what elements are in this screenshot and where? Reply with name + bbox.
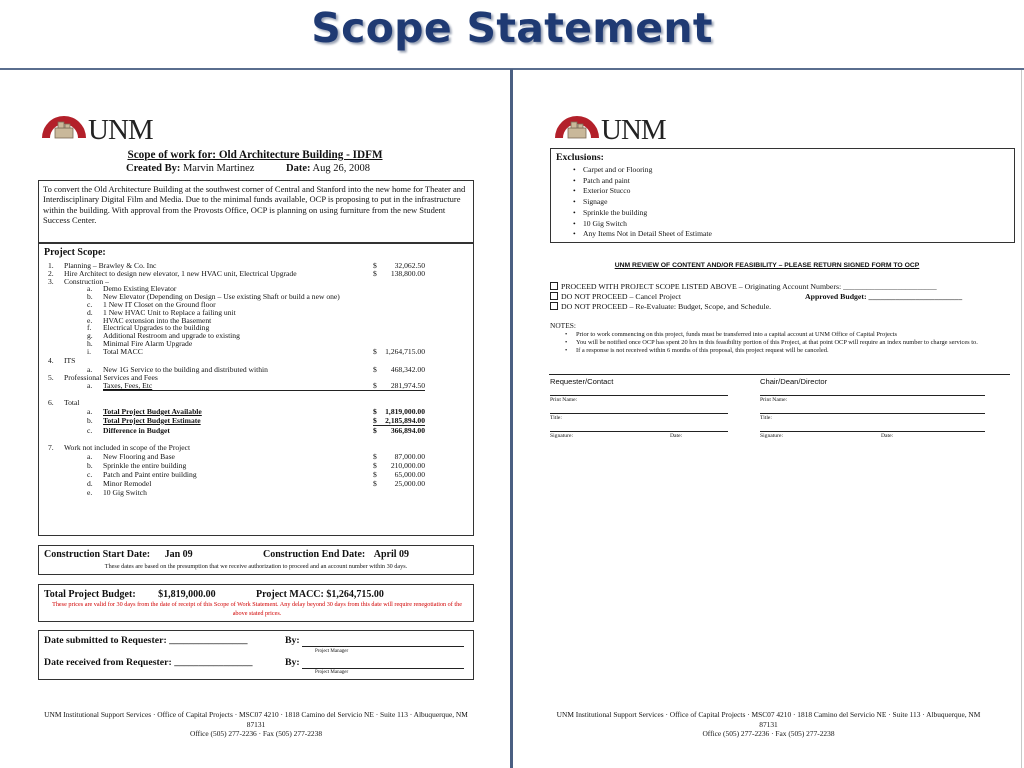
scope-item-number: a. (87, 452, 93, 461)
scope-item-text: Total Project Budget Estimate (103, 416, 201, 425)
note-item: • You will be notified once OCP has spent 20 hrs in this feasibility portion of this Project, at that point OCP will require an index number to charge services to. (561, 339, 981, 347)
scope-item-amount: $ 1,264,715.00 (373, 347, 425, 356)
scope-item-amount: $ 366,894.00 (373, 426, 425, 435)
review-page (513, 70, 1021, 768)
notes-list (561, 331, 981, 356)
scope-item-number: c. (87, 426, 93, 435)
scope-item-text: Demo Existing Elevator (103, 284, 177, 293)
requester-heading: Requester/Contact (550, 377, 614, 386)
scope-item-text: 10 Gig Switch (103, 488, 147, 497)
created-by: Created By: Marvin Martinez (126, 163, 255, 174)
scope-item-number: h. (87, 339, 93, 348)
project-scope-box (38, 242, 474, 536)
exclusion-item: • Signage (571, 197, 712, 208)
chair-date: Date: (881, 433, 894, 439)
scope-title: Scope of work for: Old Architecture Building - IDFM (127, 149, 383, 161)
scope-date-value: Aug 26, 2008 (312, 163, 371, 174)
scope-item-number: f. (87, 323, 92, 332)
exclusion-item: • Exterior Stucco (571, 186, 712, 197)
right-footer: UNM Institutional Support Services · Office of Capital Projects · MSC07 4210 · 1818 Camino del Servicio NE · Suite 113 · Albuquerque, NM 87131 Office (505) 277-2236 · Fax (505) 277-2238 (556, 710, 981, 738)
construction-dates-note: These dates are based on the presumption that we receive authorization to proceed and an account number within 30 days. (104, 563, 408, 570)
scope-item-text: New Flooring and Base (103, 452, 175, 461)
scope-of-work-page (0, 70, 510, 768)
scope-item-amount: $ 25,000.00 (373, 479, 425, 488)
exclusion-item: • Carpet and or Flooring (571, 165, 712, 176)
scope-item-number: 1. (48, 261, 54, 270)
construction-end-value: April 09 (373, 549, 410, 560)
scope-item-number: c. (87, 470, 93, 479)
unm-logo (38, 106, 178, 146)
scope-item-amount: $ 281,974.50 (373, 381, 425, 390)
scope-item-text: New 1G Service to the building and distributed within (103, 365, 268, 374)
scope-item-number: d. (87, 308, 93, 317)
exclusions-list (571, 165, 712, 240)
notes-heading: NOTES: (550, 321, 576, 330)
exclusion-item: • Sprinkle the building (571, 208, 712, 219)
received-pm-label: Project Manager (315, 670, 349, 675)
chair-heading: Chair/Dean/Director (760, 377, 828, 386)
received-by-label: By: (285, 657, 300, 668)
scope-date: Date: Aug 26, 2008 (286, 163, 371, 174)
scope-item-text: Patch and Paint entire building (103, 470, 197, 479)
scope-item-amount: $ 468,342.00 (373, 365, 425, 374)
scope-item-text: Difference in Budget (103, 426, 170, 435)
scope-item-text: Taxes, Fees, Etc (103, 381, 153, 390)
cancel-project-checkbox[interactable] (550, 292, 558, 300)
total-budget-value: $1,819,000.00 (158, 589, 216, 600)
scope-item-number: 6. (48, 398, 54, 407)
construction-start-label: Construction Start Date: (44, 549, 151, 560)
exclusions-box (550, 148, 1015, 243)
unm-logo-mark (38, 106, 178, 146)
scope-item-number: a. (87, 381, 93, 390)
slide-title: Scope Statement (311, 4, 713, 52)
scope-item-text: 1 New HVAC Unit to Replace a failing unit (103, 308, 236, 317)
scope-item-amount: $ 138,800.00 (373, 269, 425, 278)
project-scope-heading: Project Scope: (44, 247, 106, 258)
unm-logo-right-text: UNM (601, 114, 666, 146)
scope-item-text: Total Project Budget Available (103, 407, 202, 416)
page-edge (1021, 70, 1022, 768)
scope-item-number: c. (87, 300, 93, 309)
chair-title: Title: (760, 415, 772, 421)
scope-item-number: b. (87, 416, 93, 425)
unm-logo-right-mark (551, 106, 691, 146)
project-description: To convert the Old Architecture Building at the southwest corner of Central and Stanford into the new home for Theater and Interdisciplinary Digital Film and Media. Due to the minimal funds available, OCP is proposing to put in the infrastructure within the building. With approval from the Provosts Office, OCP is planning on using furniture from the new Student Success Center. (38, 180, 474, 244)
left-footer: UNM Institutional Support Services · Office of Capital Projects · MSC07 4210 · 1818 Camino del Servicio NE · Suite 113 · Albuquerque, NM 87131 Office (505) 277-2236 · Fax (505) 277-2238 (44, 710, 468, 738)
scope-item-text: HVAC extension into the Basement (103, 316, 212, 325)
requester-title: Title: (550, 415, 562, 421)
scope-item-number: g. (87, 331, 93, 340)
scope-item-number: e. (87, 316, 93, 325)
created-by-value: Marvin Martinez (182, 163, 255, 174)
date-received: Date received from Requester: ________________ (44, 657, 253, 668)
scope-item-text: Hire Architect to design new elevator, 1 new HVAC unit, Electrical Upgrade (64, 269, 297, 278)
scope-item-text: Electrical Upgrades to the building (103, 323, 210, 332)
chair-signature: Signature: (760, 433, 783, 439)
exclusion-item: • 10 Gig Switch (571, 219, 712, 230)
scope-item-amount: $ 1,819,000.00 (373, 407, 425, 416)
submitted-by-label: By: (285, 635, 300, 646)
scope-item-number: i. (87, 347, 92, 356)
scope-item-number: 2. (48, 269, 54, 278)
scope-item-number: 4. (48, 356, 54, 365)
scope-item-text: Total (64, 398, 80, 407)
chair-print-name: Print Name: (760, 397, 788, 403)
construction-dates-box (38, 545, 474, 575)
scope-item-text: Total MACC (103, 347, 143, 356)
scope-item-text: Sprinkle the entire building (103, 461, 187, 470)
construction-end-label: Construction End Date: (263, 549, 366, 560)
scope-item-number: a. (87, 365, 93, 374)
requester-signature: Signature: (550, 433, 573, 439)
scope-item-text: Work not included in scope of the Project (64, 443, 191, 452)
scope-item-text: Additional Restroom and upgrade to existing (103, 331, 240, 340)
scope-item-text: Construction – (64, 277, 109, 286)
scope-item-number: b. (87, 461, 93, 470)
unm-logo-right (551, 106, 691, 146)
project-macc: Project MACC: $1,264,715.00 (256, 589, 384, 600)
scope-item-number: a. (87, 407, 93, 416)
exclusions-heading: Exclusions: (556, 152, 604, 163)
reevaluate-checkbox[interactable] (550, 302, 558, 310)
scope-item-amount: $ 210,000.00 (373, 461, 425, 470)
proceed-option: PROCEED WITH PROJECT SCOPE LISTED ABOVE – Originating Account Numbers: ________________________ (561, 282, 937, 291)
scope-item-text: Minor Remodel (103, 479, 152, 488)
scope-item-number: a. (87, 284, 93, 293)
scope-item-amount: $ 65,000.00 (373, 470, 425, 479)
scope-item-number: 7. (48, 443, 54, 452)
scope-item-amount: $ 32,062.50 (373, 261, 425, 270)
scope-item-text: Professional Services and Fees (64, 373, 158, 382)
cancel-project-option: DO NOT PROCEED – Cancel Project (561, 292, 682, 301)
note-item: • If a response is not received within 6 months of this proposal, this project request will be canceled. (561, 347, 981, 355)
construction-start-value: Jan 09 (164, 549, 193, 560)
scope-item-text: New Elevator (Depending on Design – Use existing Shaft or build a new one) (103, 292, 340, 301)
scope-item-amount: $ 2,185,894.00 (373, 416, 425, 425)
budget-box (38, 584, 474, 622)
approved-budget: Approved Budget: ________________________ (805, 292, 963, 301)
scope-item-number: b. (87, 292, 93, 301)
exclusion-item: • Patch and paint (571, 176, 712, 187)
total-budget-label: Total Project Budget: (44, 589, 136, 600)
date-submitted: Date submitted to Requester: ________________ (44, 635, 248, 646)
scope-item-text: Planning – Brawley & Co. Inc (64, 261, 157, 270)
requester-date: Date: (670, 433, 683, 439)
scope-item-number: 3. (48, 277, 54, 286)
scope-item-text: 1 New IT Closet on the Ground floor (103, 300, 216, 309)
review-heading: UNM REVIEW OF CONTENT AND/OR FEASIBILITY – PLEASE RETURN SIGNED FORM TO OCP (614, 262, 920, 269)
scope-item-number: e. (87, 488, 93, 497)
scope-item-text: ITS (64, 356, 76, 365)
scope-item-text: Minimal Fire Alarm Upgrade (103, 339, 193, 348)
scope-item-number: d. (87, 479, 93, 488)
exclusion-item: • Any Items Not in Detail Sheet of Estimate (571, 229, 712, 240)
scope-item-number: 5. (48, 373, 54, 382)
proceed-checkbox[interactable] (550, 282, 558, 290)
reevaluate-option: DO NOT PROCEED – Re-Evaluate: Budget, Scope, and Schedule. (561, 302, 772, 311)
submitted-pm-label: Project Manager (315, 649, 349, 654)
requester-dates-box (38, 630, 474, 680)
price-validity-note: These prices are valid for 30 days from the date of receipt of this Scope of Work Statement. Any delay beyond 30 days from this date will require renegotiation of the above stated prices. (52, 601, 462, 617)
unm-logo-text: UNM (88, 114, 153, 146)
requester-print-name: Print Name: (550, 397, 578, 403)
scope-item-amount: $ 87,000.00 (373, 452, 425, 461)
note-item: • Prior to work commencing on this project, funds must be transferred into a capital account at UNM Office of Capital Projects (561, 331, 981, 339)
